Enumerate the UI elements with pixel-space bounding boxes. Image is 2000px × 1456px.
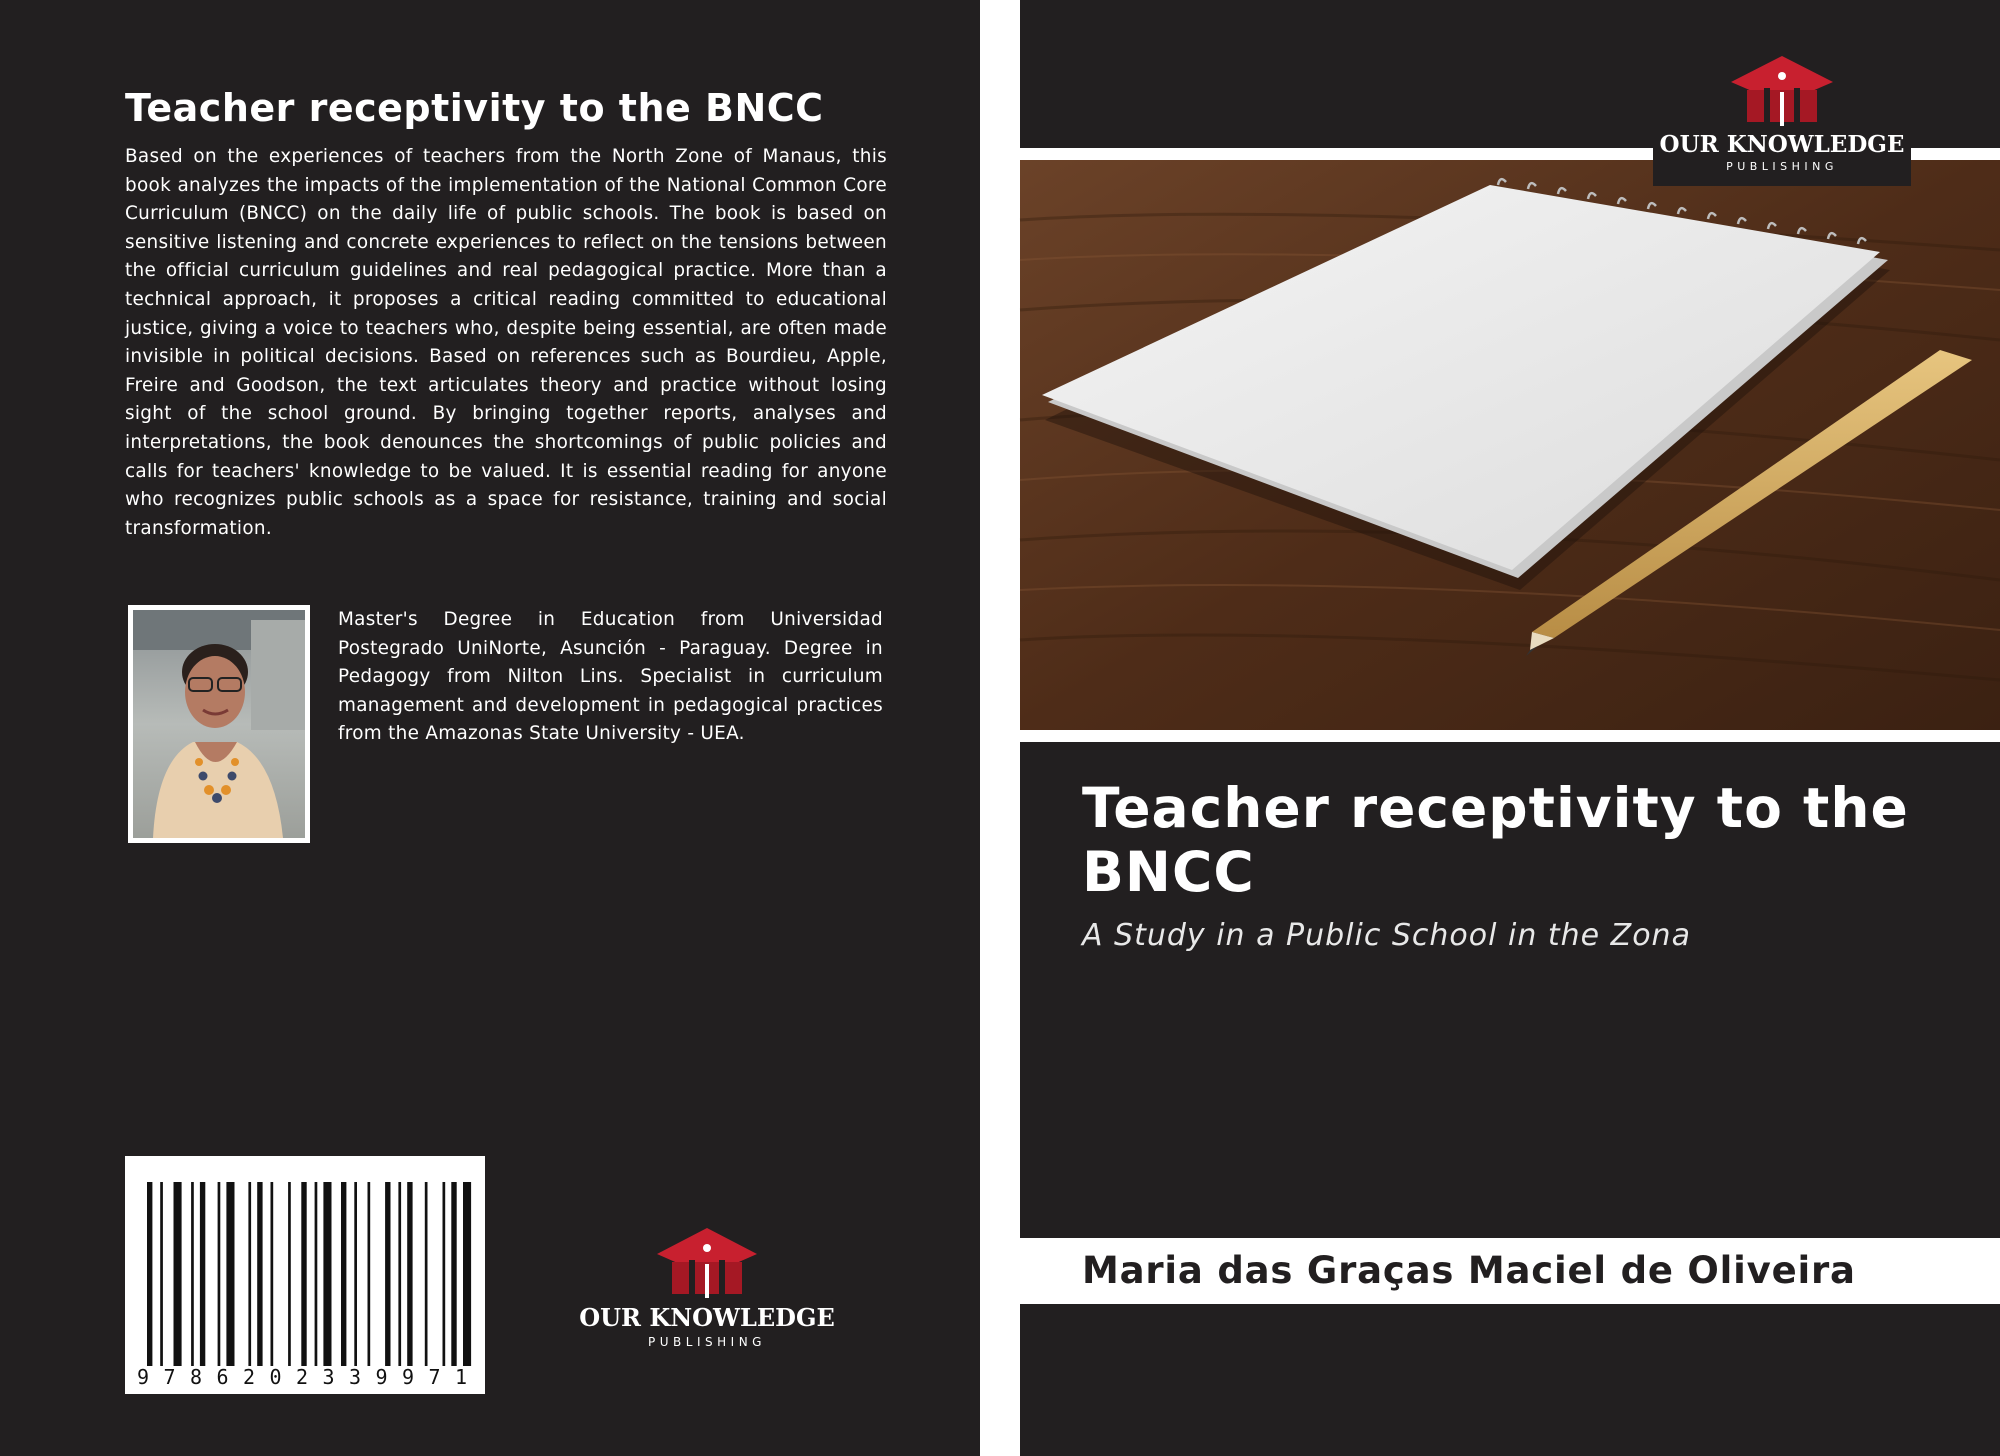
publisher-logo-back xyxy=(579,1224,835,1352)
isbn-digit: 9 xyxy=(137,1365,150,1389)
front-cover xyxy=(1020,0,2000,1456)
author-bio: Master's Degree in Education from Universidad Postegrado UniNorte, Asunción - Paraguay. Degree in Pedagogy from Nilton Lins. Specialist in curriculum management and development in pedagogical practices from the Amazonas State University - UEA. xyxy=(338,609,883,745)
isbn-digit: 2 xyxy=(243,1365,256,1389)
barcode-bar xyxy=(368,1182,371,1366)
barcode-bar xyxy=(451,1182,456,1366)
isbn-digit: 9 xyxy=(402,1365,415,1389)
barcode-bar xyxy=(323,1182,331,1366)
barcode-bar xyxy=(200,1182,205,1366)
barcode-bar xyxy=(463,1182,468,1366)
barcode-bar xyxy=(288,1182,291,1366)
barcode-bar xyxy=(385,1182,390,1366)
barcode-bar xyxy=(407,1182,412,1366)
isbn-digit: 7 xyxy=(428,1365,441,1389)
barcode-bar xyxy=(248,1182,251,1366)
front-cover-subtitle: A Study in a Public School in the Zona xyxy=(1082,918,1691,953)
graduation-cap-logo-icon xyxy=(1731,56,1833,128)
back-cover-blurb: Based on the experiences of teachers from the North Zone of Manaus, this book analyzes the impacts of the implementation of the National Common Core Curriculum (BNCC) on the daily life of public schools. The book is based on sensitive listening and concrete experiences to reflect on the tensions between the official curriculum guidelines and real pedagogical practice. More than a technical approach, it proposes a critical reading committed to educational justice, giving a voice to teachers who, despite being essential, are often made invisible in political decisions. Based on references such as Bourdieu, Apple, Freire and Goodson, the text articulates theory and practice without losing sight of the school ground. By bringing together reports, analyses and interpretations, the book denounces the shortcomings of public policies and calls for teachers' knowledge to be valued. It is essential reading for anyone who recognizes public schools as a space for resistance, training and social transformation. xyxy=(125,146,887,539)
author-portrait xyxy=(128,605,310,843)
barcode-bar xyxy=(315,1182,318,1366)
isbn-digit: 2 xyxy=(296,1365,309,1389)
isbn-digit: 6 xyxy=(216,1365,229,1389)
publisher-logo-front xyxy=(1653,48,1911,186)
barcode-bar xyxy=(301,1182,306,1366)
barcode-bar xyxy=(257,1182,262,1366)
publisher-tagline-front: PUBLISHING xyxy=(1726,160,1838,173)
front-stripe-middle xyxy=(1020,730,2000,742)
author-name: Maria das Graças Maciel de Oliveira xyxy=(1082,1249,1856,1292)
publisher-tagline-back: PUBLISHING xyxy=(648,1335,766,1349)
notebook-pencil-photo xyxy=(1020,160,2000,730)
barcode-bar xyxy=(226,1182,234,1366)
barcode-bar xyxy=(160,1182,163,1366)
barcode-bar xyxy=(271,1182,274,1366)
isbn-digit: 3 xyxy=(322,1365,335,1389)
barcode-bar xyxy=(425,1182,428,1366)
publisher-name-front: OUR KNOWLEDGE xyxy=(1659,131,1905,158)
graduation-cap-logo-icon xyxy=(657,1228,757,1300)
publisher-name-back: OUR KNOWLEDGE xyxy=(579,1303,835,1332)
barcode-bar xyxy=(218,1182,221,1366)
isbn-digit: 1 xyxy=(455,1365,468,1389)
spine xyxy=(980,0,1020,1456)
isbn-digit: 9 xyxy=(375,1365,388,1389)
isbn-digit: 3 xyxy=(349,1365,362,1389)
barcode-bar xyxy=(398,1182,401,1366)
front-cover-title: Teacher receptivity to the BNCC xyxy=(1082,776,1909,904)
barcode-bar xyxy=(191,1182,194,1366)
barcode-bar xyxy=(341,1182,346,1366)
back-cover xyxy=(0,0,980,1456)
barcode-bar xyxy=(443,1182,446,1366)
back-cover-title: Teacher receptivity to the BNCC xyxy=(125,86,824,130)
author-band xyxy=(1020,1238,2000,1304)
barcode-bar xyxy=(147,1182,152,1366)
isbn-digit: 8 xyxy=(190,1365,203,1389)
barcode-bar xyxy=(354,1182,357,1366)
isbn-digit: 7 xyxy=(163,1365,176,1389)
isbn-barcode xyxy=(125,1156,485,1394)
barcode-bar xyxy=(174,1182,182,1366)
isbn-digit: 0 xyxy=(269,1365,282,1389)
